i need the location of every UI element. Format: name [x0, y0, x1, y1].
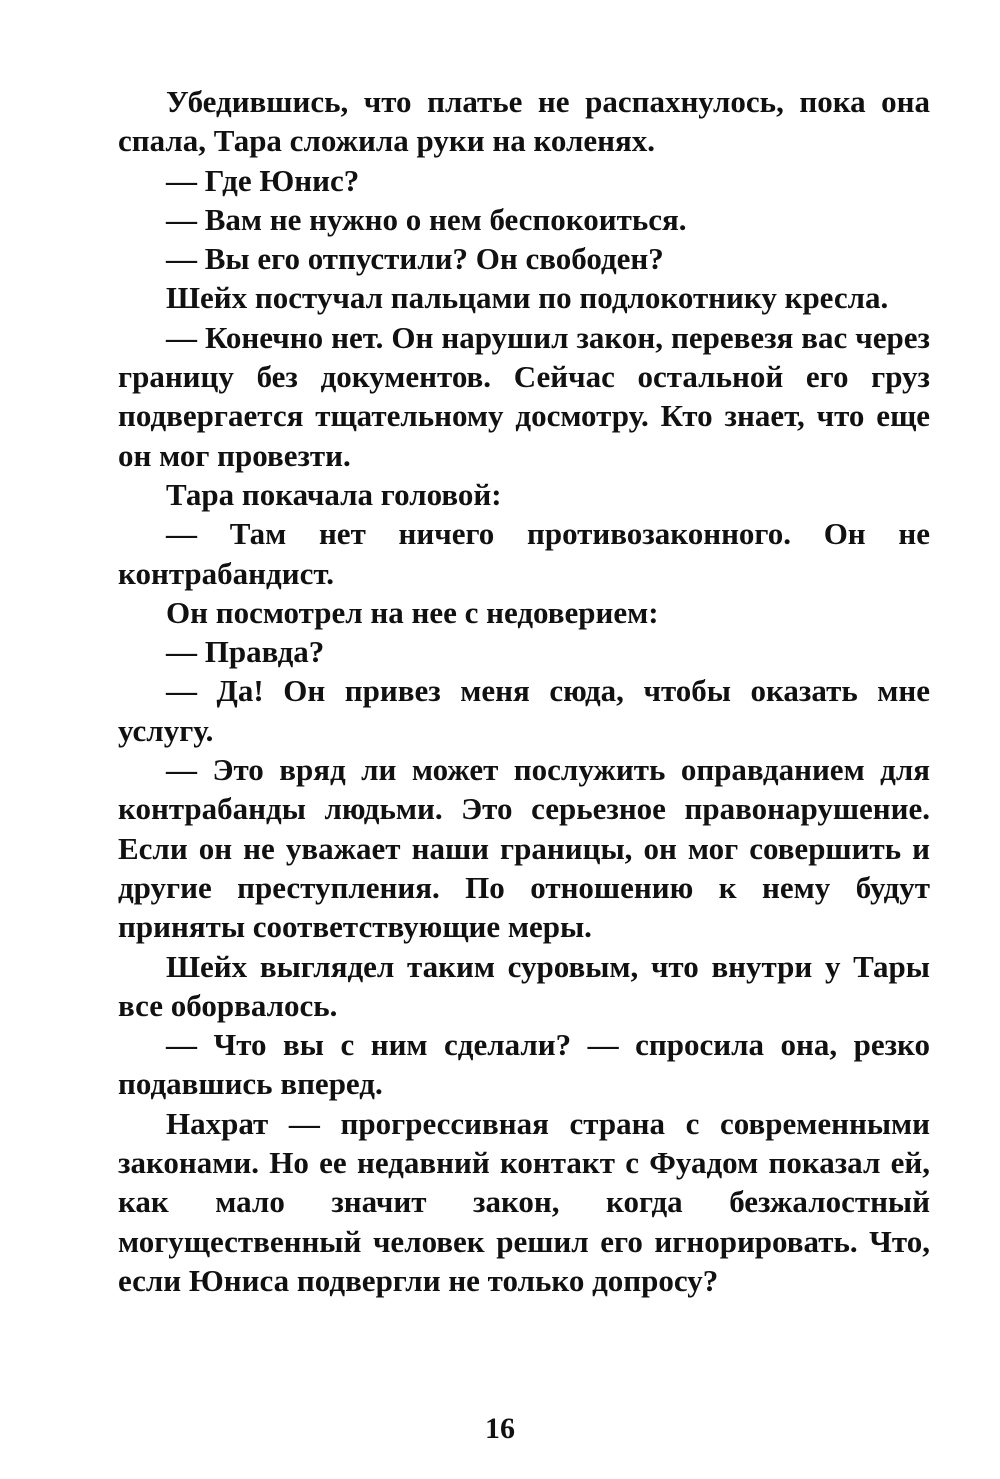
- paragraph: — Там нет ничего противозаконного. Он не контрабандист.: [118, 516, 930, 591]
- paragraph: Нахрат — прогрессивная страна с современными законами. Но ее недавний контакт с Фуадом показал ей, как мало значит закон, когда безжалостный могущественный человек решил его игнорировать. Что, если Юниса подвергли не только допросу?: [118, 1105, 930, 1298]
- paragraph: — Правда?: [166, 634, 325, 670]
- body-text: [118, 82, 930, 1300]
- paragraph: Тара покачала головой:: [166, 476, 502, 512]
- paragraph: Убедившись, что платье не распахнулось, пока она спала, Тара сложила руки на коленях.: [118, 84, 930, 159]
- paragraph: Шейх постучал пальцами по подлокотнику кресла.: [166, 280, 889, 316]
- page-number: 16: [485, 1412, 515, 1445]
- paragraph: — Это вряд ли может послужить оправданием для контрабанды людьми. Это серьезное правонарушение. Если он не уважает наши границы, он мог совершить и другие преступления. По отношению к нему будут приняты соответствующие меры.: [118, 752, 930, 945]
- paragraph: — Вы его отпустили? Он свободен?: [166, 241, 664, 277]
- paragraph: — Где Юнис?: [166, 162, 360, 198]
- paragraph: — Вам не нужно о нем беспокоиться.: [166, 201, 687, 237]
- paragraph: — Конечно нет. Он нарушил закон, перевезя вас через границу без документов. Сейчас остальной его груз подвергается тщательному досмотру. Кто знает, что еще он мог провезти.: [118, 319, 930, 473]
- paragraph: — Что вы с ним сделали? — спросила она, резко подавшись вперед.: [118, 1027, 930, 1102]
- paragraph: — Да! Он привез меня сюда, чтобы оказать мне услугу.: [118, 673, 930, 748]
- paragraph: Он посмотрел на нее с недоверием:: [166, 594, 659, 630]
- paragraph: Шейх выглядел таким суровым, что внутри у Тары все оборвалось.: [118, 948, 930, 1023]
